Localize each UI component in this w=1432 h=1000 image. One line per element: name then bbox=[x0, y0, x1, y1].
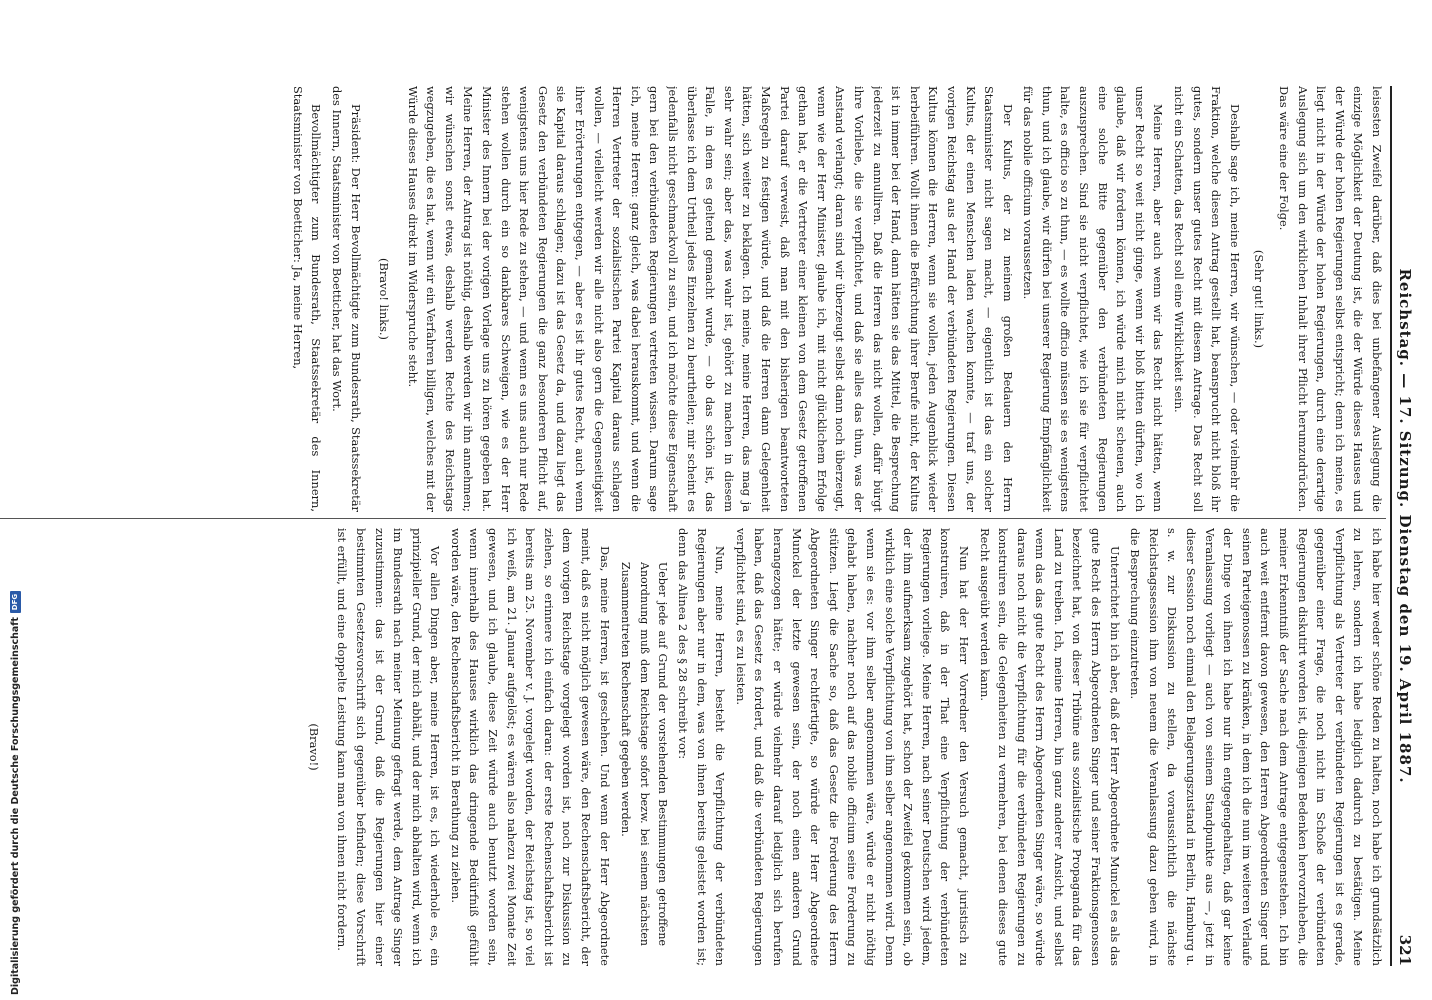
page-header bbox=[1390, 86, 1418, 966]
digitization-note bbox=[8, 5, 20, 995]
legal-quote: Ueber jede auf Grund der vorstehenden Bestimmungen getroffene Anordnung muß dem Reichstage sofort bezw. bei seinem nächsten Zusammentreten Rechenschaft gegeben werden. bbox=[619, 562, 670, 946]
paragraph: Der Kultus, der zu meinem großen Bedauern den Herrn Staatsminister nicht sagen macht, — eigentlich ist das ein solcher Kultus, der einen Menschen laden wachen konnte, — traf uns, der vorigen Reichstag aus der Hand der verbündeten Regierungen. Diesen Kultus können die Herren, wenn sie wollen, jeden Augenblick wieder herbeiführen. Wollt ihnen die Befürchtung ihrer Berufe nicht, der Kultus ist in immer bei der Hand, dann hätten sie das Mittel, die Besprechung jederzeit zu annulliren. Daß die Herren das nicht wollen, dafür bürgt ihre Vorliebe, die sie verpflichtet, und daß sie alles das thun, was der Anstand verlangt; daran sind wir überzeugt selbst dann noch überzeugt, wenn wie der Herr Minister, glaube ich, mit nicht glücklichem Erfolge gethan hat, er die Vertreter einer kleinen von dem Gesetz getroffenen Partei darauf verweist, daß man mit den bisherigen beantworteten Maßregeln zu festigen würde, und daß die Herren dann Gelegenheit hätten, sich weiter zu beklagen. Ich meine, meine Herren, das mag ja sehr wahr sein; aber das, was wahr ist, gehört zu machen in diesem Falle, in dem es geltend gemacht wurde, — ob das schön ist, das überlasse ich dem Urtheil jedes Einzelnen zu beurtheilen; mir scheint es jedenfalls nicht geschmackvoll zu sein, und ich möchte diese Eigenschaft gern bei den verbündeten Regierungen vertreten wissen. Darum sage ich, meine Herren: ganz gleich, was dabei herauskommt, und wenn die Herren Vertreter der sozialistischen Partei Kapital daraus schlagen wollen, — vielleicht werden wir alle nicht also gern die Gegenseitigkeit ihrer Erörterungen entgegen, — aber es ist ihr gutes Recht, auch wenn sie Kapital daraus schlagen; dazu ist das Gesetz da, und dazu liegt das Gesetz den verbündeten Regierungen die ganz besonderen Pflicht auf, wenigstens uns hier Rede zu stehen, — und wenn es uns auch nur Rede stehen wollen durch ein so dankbares Schweigen, wie es der Herr Minister des Innern bei der vorigen Vorlage uns zu hören gegeben hat. Meine Herren, der Antrag ist nöthig, deshalb werden wir ihn annehmen; wir wünschen sonst etwas, deshalb werden Rechte des Reichstags wegzugeben, die es hat, wenn wir ein Verfahren billigen, welches mit der Würde dieses Hauses direkt im Widerspruche steht. bbox=[405, 86, 1015, 512]
left-column bbox=[0, 86, 1386, 512]
column-divider bbox=[0, 518, 1386, 519]
interjection: (Bravo! links.) bbox=[377, 258, 392, 340]
interjection: (Bravo!) bbox=[306, 723, 321, 771]
paragraph: leisesten Zweifel darüber, daß dies bei unbefangener Auslegung die einzige Möglichkeit der Deutung ist, die der Würde dieses Hauses und der Würde der hohen Regierungen selbst entspricht; denn ich meine, es liegt nicht in der Würde der hohen Regierungen, durch eine derartige Auslegung sich um den wirklichen Inhalt ihrer Pflicht herumzudrücken. Das wäre eine der Folge. bbox=[1277, 86, 1384, 512]
paragraph: Nun, meine Herren, besteht die Verpflichtung der verbündeten Regierungen aber nur in dem, was von ihnen bereits geleistet worden ist; denn das Alinea 2 des § 28 schreibt vor: bbox=[676, 528, 728, 966]
paragraph: ich habe hier weder schöne Reden zu halten, noch habe ich grundsätzlich zu lehren, sondern ich habe lediglich dadurch zu bestätigen. Meine Verpflichtung als Vertreter der verbündeten Regierungen ist es gerade, gegenüber einer Frage, die noch nicht im Schoße der verbündeten Regierungen diskutirt worden ist, diejenigen Bedenken hervorzuheben, die meiner Erkenntniß der Sache nach dem Antrage entgegenstehen. Ich bin auch weit entfernt davon gewesen, den Herren Abgeordneten Singer und seinen Parteigenossen zu kränken, in dem ich die nun im weiteren Verlaufe der Dinge von ihnen ich habe nur ihn entgegengehalten, daß gar keine Veranlassung vorliegt — auch von seinem Standpunkte aus —, jetzt in dieser Session noch einmal den Belagerungszustand in Berlin, Hamburg u. s. w. zur Diskussion zu stellen, da voraussichtlich die nächste Reichstagssession ihm von neuem die Veranlassung dazu geben wird, in die Besprechung einzutreten. bbox=[1128, 528, 1384, 966]
paragraph: Nun hat der Herr Vorredner den Versuch gemacht, juristisch zu konstruiren, daß in der That eine Verpflichtung der verbündeten Regierungen vorliege. Meine Herren, nach seiner Deutschen wird jedem, der ihm aufmerksam zugehört hat, schon der Zweifel gekommen sein, ob wirklich eine solche Verpflichtung von ihm selber angenommen wird. Denn wenn sie es: vor ihm selber angenommen wäre, würde er nicht nöthig gehabt haben, nachher noch auf das nobile officium seine Forderung zu stützen. Liegt die Sache so, daß das Gesetz die Forderung des Herrn Abgeordneten Singer rechtfertigte, so würde der Herr Abgeordnete Munckel der letzte gewesen sein, der noch einen anderen Grund herangezogen hätte; er würde vielmehr darauf lediglich sich berufen haben, daß das Gesetz es fordert, und daß die verbündeten Regierungen verpflichtet sind, es zu leisten. bbox=[733, 528, 971, 966]
digitization-note-text-wrap bbox=[9, 5, 21, 995]
speaker-paragraph: Präsident: Der Herr Bevollmächtigte zum Bundesrath, Staatssekretär des Innern, Staatsminister von Boetticher, hat das Wort. bbox=[329, 86, 363, 512]
paragraph: Deshalb sage ich, meine Herren, wir wünschen, — oder vielmehr die Fraktion, welche diesen Antrag gestellt hat, beansprucht nicht bloß ihr gutes, sondern unser gutes Recht mit diesem Antrage. Das Recht soll nicht ein Schatten, das Recht soll eine Wirklichkeit sein. bbox=[1172, 86, 1242, 512]
interjection: (Sehr gut! links.) bbox=[1252, 249, 1267, 349]
paragraph: Das, meine Herren, ist geschehen. Und wenn der Herr Abgeordnete meint, daß es nicht möglich gewesen wäre, den Rechenschaftsbericht, der dem vorigen Reichstage vorgelegt worden ist, noch zur Diskussion zu ziehen, so erinnere ich einfach daran: der erste Rechenschaftsbericht ist bereits am 25. November v. J. vorgelegt worden, der Reichstag ist, so viel ich weiß, am 21. Januar aufgelöst; es wären also nahezu zwei Monate Zeit gewesen, und ich glaube, diese Zeit würde auch benutzt worden sein, wenn innerhalb des Hauses wirklich das dringende Bedürfniß gefühlt worden wäre, den Rechenschaftsbericht in Berathung zu ziehen. bbox=[448, 528, 612, 966]
page-number: 321 bbox=[1396, 934, 1414, 966]
digitization-note-text: Digitalisierung gefördert durch die Deutsche Forschungsgemeinschaft bbox=[9, 617, 21, 995]
paragraph: Meine Herren, aber auch wenn wir das Recht nicht hätten, wenn unser Recht so weit nicht ginge, wenn wir bloß bitten dürften, wo ich glaube, daß wir fordern können, ich würde mich nicht scheuen, auch eine solche Bitte gegenüber den verbündeten Regierungen auszusprechen. Sind sie nicht verpflichtet, wie ich sie für verpflichtet halte, es officio so zu thun, — es wollte officio müssen sie es wenigstens thun, und ich glaube, wir dürfen bei unserer Regierung Empfänglichkeit für das nobile officium voraussetzen. bbox=[1021, 86, 1166, 512]
speaker-paragraph: Bevollmächtigter zum Bundesrath, Staatssekretär des Innern, Staatsminister von Boetticher: Ja, meine Herren, bbox=[290, 86, 324, 512]
right-column bbox=[0, 528, 1386, 966]
header-title: Reichstag. — 17. Sitzung. Dienstag den 19. April 1887. bbox=[1396, 268, 1414, 784]
dfg-logo-icon: DFG bbox=[10, 591, 21, 613]
paragraph: Unterrichtet bin ich aber, daß der Herr Abgeordnete Munckel es als das gute Recht des Herrn Abgeordneten Singer und seiner Fraktionsgenossen bezeichnet hat, von dieser Tribüne aus sozialistische Propaganda für das Land zu treiben. Ich, meine Herren, bin ganz anderer Ansicht, und selbst wenn das das gute Recht des Herrn Abgeordneten Singer wäre, so würde daraus noch nicht die Verpflichtung für die verbündeten Regierungen zu konstruiren sein, die Gelegenheiten zu vermehren, bei denen dieses gute Recht ausgeübt werden kann. bbox=[977, 528, 1122, 966]
paragraph: Vor allen Dingen aber, meine Herren, ist es, ich wiederhole es, ein prinzipieller Grund, der mich abhält, und der mich abhalten wird, wenn ich im Bundesrath nach meiner Meinung gefragt werde, dem Antrage Singer zuzustimmen: das ist der Grund, daß die Regierungen hier einer bestimmten Gesetzesvorschrift sich gegenüber befinden; diese Vorschrift ist erfüllt, und eine doppelte Leistung kann man von ihnen nicht fordern. bbox=[335, 528, 443, 966]
